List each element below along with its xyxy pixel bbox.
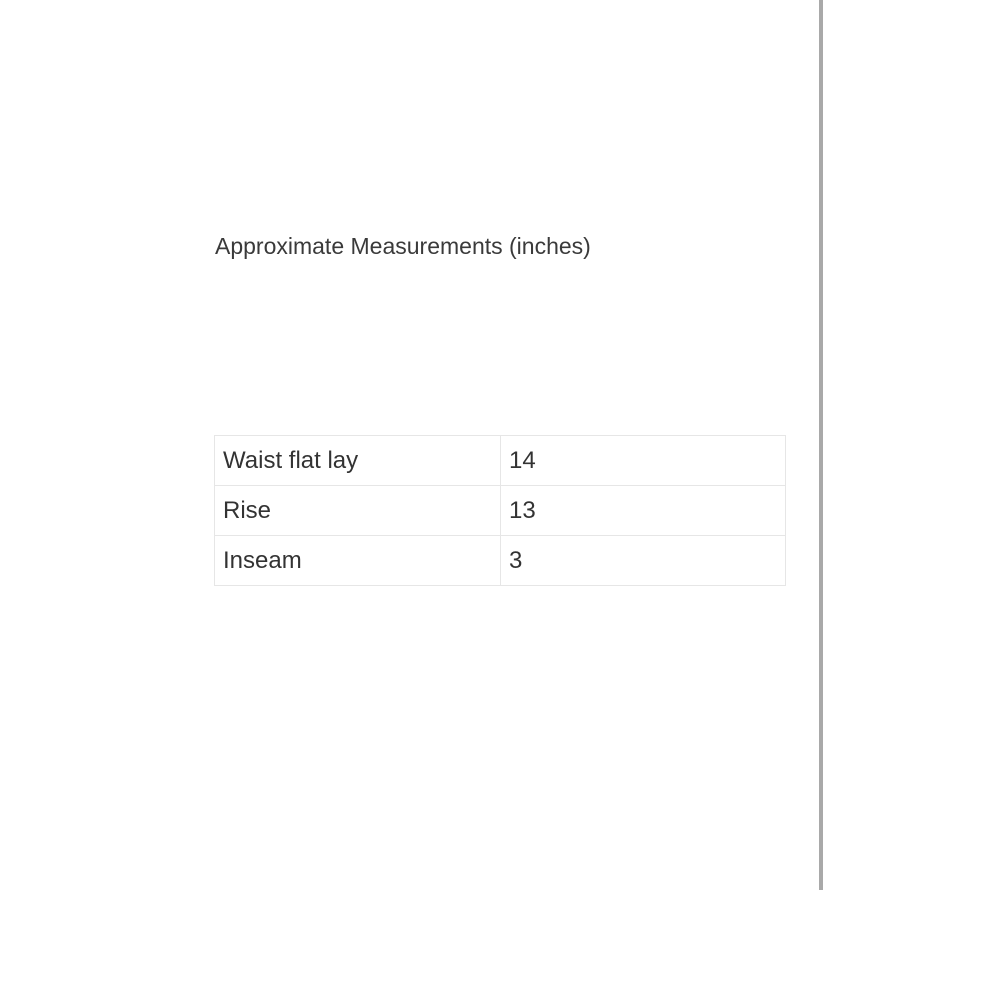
measurements-table: [214, 435, 786, 586]
table-row: [215, 536, 786, 586]
table-row: [215, 486, 786, 536]
measurement-label: Inseam: [215, 536, 501, 586]
measurement-value: 14: [501, 436, 786, 486]
table-row: [215, 436, 786, 486]
measurement-value: 13: [501, 486, 786, 536]
page-title: Approximate Measurements (inches): [215, 233, 591, 259]
measurement-value: 3: [501, 536, 786, 586]
measurement-label: Rise: [215, 486, 501, 536]
measurement-label: Waist flat lay: [215, 436, 501, 486]
scrollbar[interactable]: [819, 0, 823, 890]
